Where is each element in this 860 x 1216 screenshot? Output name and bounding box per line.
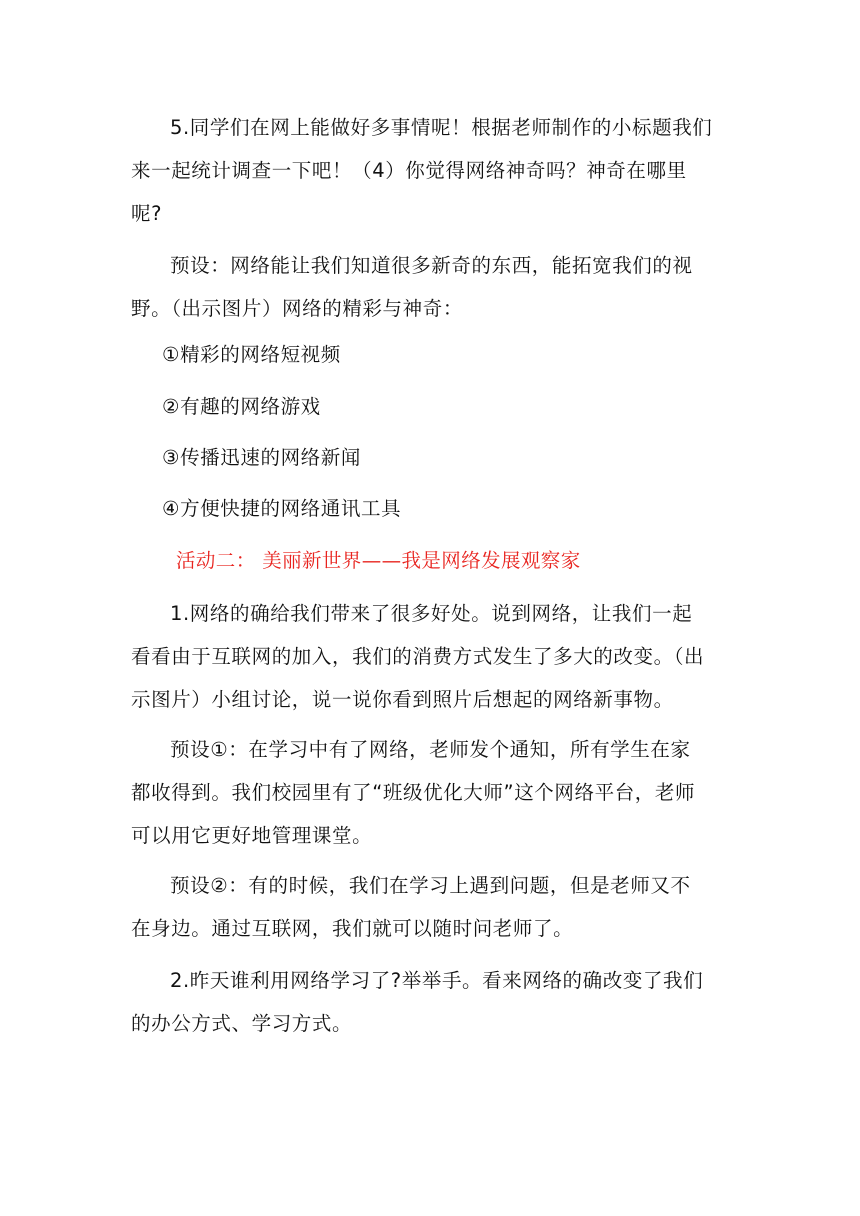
paragraph-preset-two	[131, 864, 731, 950]
paragraph-line: 5.同学们在网上能做好多事情呢！根据老师制作的小标题我们	[170, 116, 713, 139]
list-item: ④方便快捷的网络通讯工具	[162, 497, 402, 520]
paragraph-line: 可以用它更好地管理课堂。	[131, 824, 373, 847]
paragraph-line: 示图片）小组讨论，说一说你看到照片后想起的网络新事物。	[131, 688, 674, 711]
paragraph-line: 预设：网络能让我们知道很多新奇的东西，能拓宽我们的视	[170, 254, 693, 277]
activity-heading: 活动二： 美丽新世界——我是网络发展观察家	[176, 549, 581, 572]
paragraph-learning-change	[131, 959, 731, 1045]
paragraph-line: 看看由于互联网的加入，我们的消费方式发生了多大的改变。（出	[131, 645, 705, 668]
paragraph-line: 2.昨天谁利用网络学习了?举举手。看来网络的确改变了我们	[170, 969, 704, 992]
paragraph-line: 的办公方式、学习方式。	[131, 1012, 353, 1035]
paragraph-statistics-intro	[131, 106, 731, 235]
list-item: ②有趣的网络游戏	[162, 395, 321, 418]
paragraph-line: 1.网络的确给我们带来了很多好处。说到网络，让我们一起	[170, 602, 693, 625]
paragraph-preset-wonder	[131, 244, 731, 330]
list-item: ①精彩的网络短视频	[162, 343, 341, 366]
paragraph-line: 在身边。通过互联网，我们就可以随时问老师了。	[131, 917, 574, 940]
paragraph-line: 都收得到。我们校园里有了“班级优化大师”这个网络平台，老师	[131, 781, 696, 804]
paragraph-line: 野。（出示图片）网络的精彩与神奇：	[131, 297, 463, 320]
paragraph-line: 预设②：有的时候，我们在学习上遇到问题，但是老师又不	[170, 874, 691, 897]
paragraph-preset-one	[131, 728, 731, 857]
list-item: ③传播迅速的网络新闻	[162, 446, 361, 469]
paragraph-consumption-change	[131, 592, 731, 721]
paragraph-line: 预设①：在学习中有了网络，老师发个通知，所有学生在家	[170, 738, 691, 761]
paragraph-line: 呢?	[131, 202, 163, 225]
paragraph-line: 来一起统计调查一下吧！（4）你觉得网络神奇吗？神奇在哪里	[131, 159, 687, 182]
